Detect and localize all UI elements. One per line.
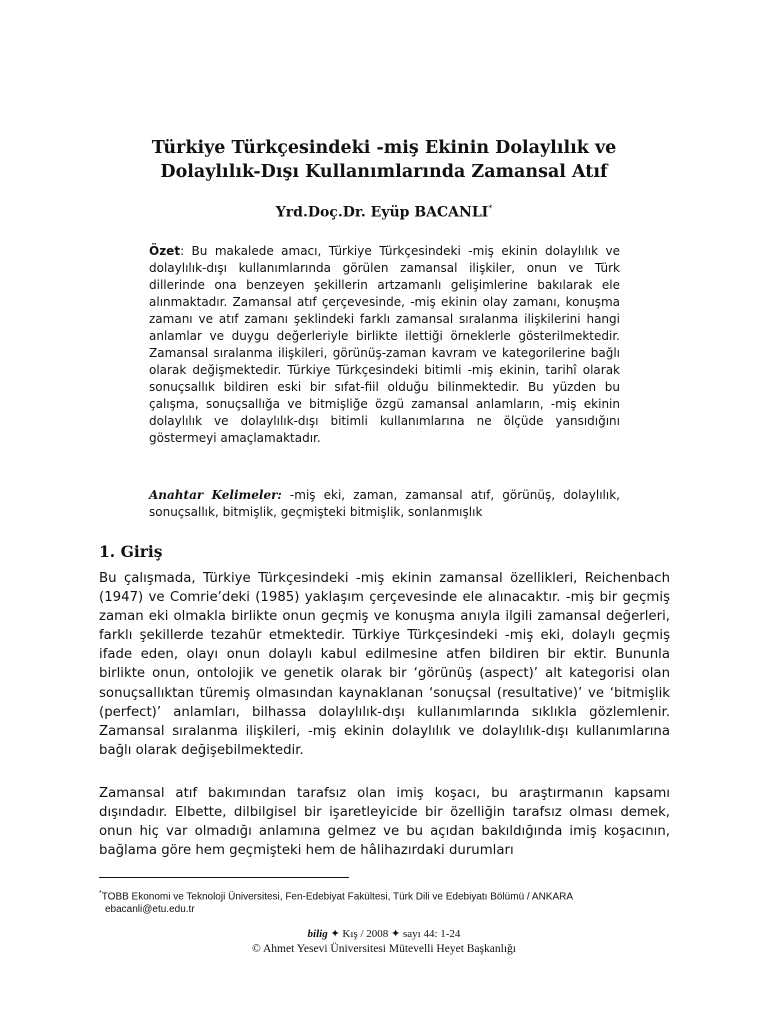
abstract-text: : Bu makalede amacı, Türkiye Türkçesindeki -miş ekinin dolaylılık ve dolaylılık-dışı kullanımlarında görülen zamansal ilişkiler, onun ve Türk dillerinde ona benzeyen şekillerin artzamanlı gelişimlerine bakılarak ele alınmaktadır. Zamansal atıf çerçevesinde, -miş ekinin olay zamanı, konuşma zamanı ve atıf zamanı şeklindeki farklı zamansal sıralanma ilişkilerini hangi anlamlar ve duygu değerleriyle birlikte ilettiği örneklerle gösterilmektedir. Zamansal sıralanma ilişkileri, görünüş-zaman kavram ve kategorilerine bağlı olarak değişmektedir. Türkiye Türkçesindeki bitimli -miş ekinin, tarihî olarak sonuçsallık bildiren eski bir sıfat-fiil olduğu bilinmektedir. Bu yüzden bu çalışma, sonuçsallığa ve bitmişliğe özgü zamansal anlamların, -miş ekinin dolaylılık ve dolaylılık-dışı bitimli kullanımlarına ne ölçüde yansıdığını göstermeyi amaçlamaktadır. [149, 244, 620, 445]
journal-issue: ✦ Kış / 2008 ✦ sayı 44: 1-24 [327, 928, 461, 940]
body-paragraph-1: Bu çalışmada, Türkiye Türkçesindeki -miş ekinin zamansal özellikleri, Reichenbach (1947) ve Comrie’deki (1985) yaklaşım çerçevesinde ele alınacaktır. -miş bir geçmiş zaman eki olmakla birlikte onun geçmiş ve konuşma anıyla ilgili zamansal değerleri, farklı şekillerde tezahür etmektedir. Türkiye Türkçesindeki -miş eki, dolaylı geçmiş ifade eden, olayı onun dolaylı kabul edilmesine atfen bildiren bir ektir. Bununla birlikte onun, ontolojik ve genetik olarak bir ‘görünüş (aspect)’ alt kategorisi olan sonuçsallıktan türemiş olmasından kaynaklanan ‘sonuçsal (resultative)’ ve ‘bitmişlik (perfect)’ anlamları, bilhassa dolaylılık-dışı kullanımlarında sıklıkla gözlemlenir. Zamansal sıralanma ilişkileri, -miş ekinin dolaylılık ve dolaylılık-dışı kullanımlarına bağlı olarak değişebilmektedir. [99, 571, 670, 758]
journal-info [0, 927, 768, 941]
footnote-divider [99, 877, 349, 878]
author-footnote-mark: * [488, 204, 493, 213]
title-line-1: Türkiye Türkçesindeki -miş Ekinin Dolaylılık ve [151, 138, 617, 158]
keywords-text: -miş eki, zaman, zamansal atıf, görünüş, dolaylılık, sonuçsallık, bitmişlik, geçmişteki bitmişlik, sonlanmışlık [149, 488, 620, 519]
journal-name: bilig [307, 928, 328, 940]
footnote [99, 887, 679, 916]
footnote-email: ebacanli@etu.edu.tr [105, 904, 195, 916]
footnote-affiliation: TOBB Ekonomi ve Teknoloji Üniversitesi, Fen-Edebiyat Fakültesi, Türk Dili ve Edebiyatı Bölümü / ANKARA [101, 891, 574, 903]
section-heading: 1. Giriş [99, 542, 163, 561]
author-line [0, 204, 768, 221]
keywords-label: Anahtar Kelimeler: [149, 488, 282, 502]
copyright: © Ahmet Yesevi Üniversitesi Mütevelli Heyet Başkanlığı [252, 943, 516, 955]
abstract [149, 243, 620, 447]
paper-title [0, 136, 768, 184]
footnote-mark: * [99, 890, 102, 897]
body-paragraph-2: Zamansal atıf bakımından tarafsız olan imiş koşacı, bu araştırmanın kapsamı dışındadır. Elbette, dilbilgisel bir işaretleyicide bir özelliğin tarafsız olması demek, onun hiç var olmadığı anlamına gelmez ve bu açıdan bakıldığında imiş koşacının, bağlama göre hem geçmişteki hem de hâlihazırdaki durumları [99, 786, 670, 859]
keywords [149, 487, 620, 521]
abstract-label: Özet [149, 244, 181, 258]
author-name: Yrd.Doç.Dr. Eyüp BACANLI [275, 204, 489, 221]
title-line-2: Dolaylılık-Dışı Kullanımlarında Zamansal Atıf [160, 162, 608, 182]
